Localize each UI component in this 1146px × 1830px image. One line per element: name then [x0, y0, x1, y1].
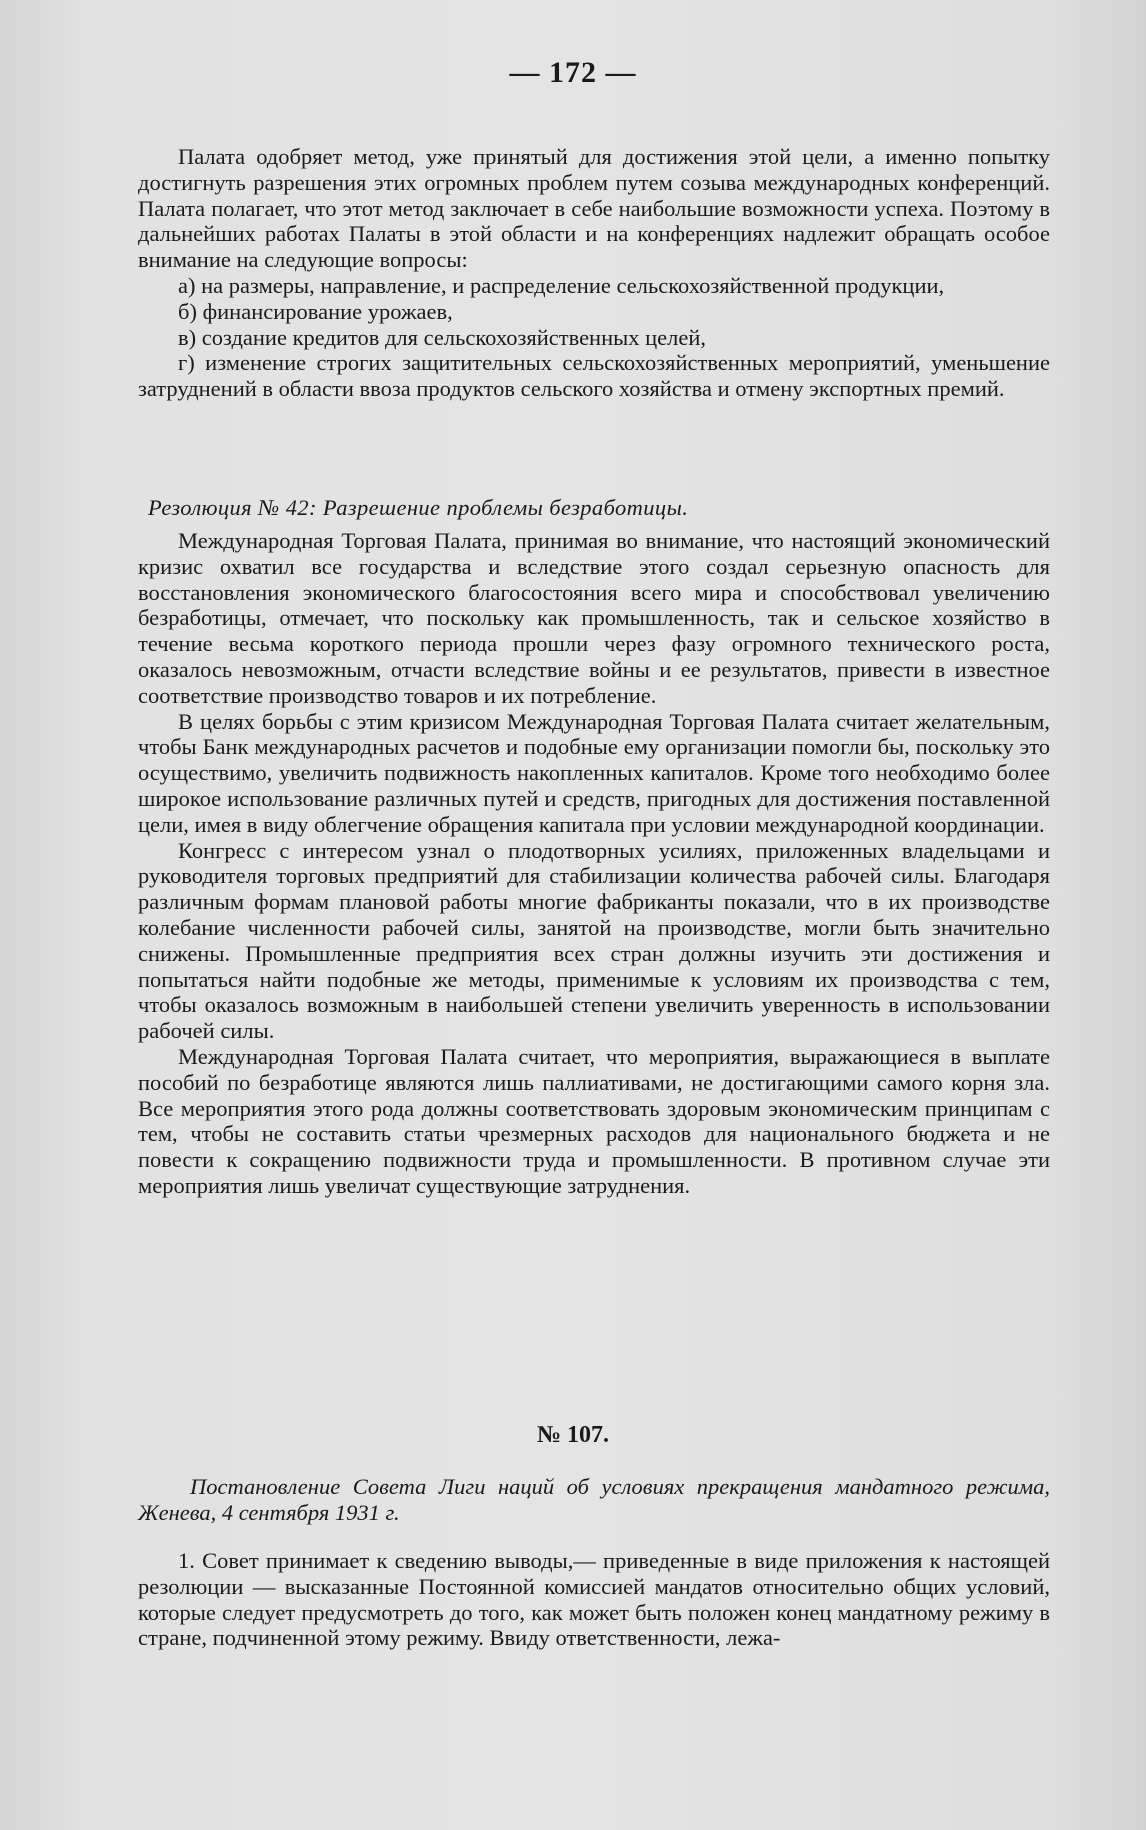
document-body [138, 1548, 1050, 1651]
document-title: Постановление Совета Лиги наций об условиях прекращения мандатного режима, Женева, 4 сентября 1931 г. [138, 1474, 1050, 1525]
section-agriculture [138, 144, 1050, 402]
paragraph: В целях борьбы с этим кризисом Международная Торговая Палата считает желательным, чтобы Банк международных расчетов и подобные ему организации помогли бы, поскольку это осуществимо, увеличить подвижность накопленных капиталов. Кроме того необходимо более широкое использование различных путей и средств, пригодных для достижения поставленной цели, имея в виду облегчение обращения капитала при условии международной координации. [138, 708, 1050, 837]
paragraph: Международная Торговая Палата считает, что мероприятия, выражающиеся в выплате пособий по безработице являются лишь паллиативами, не достигающими самого корня зла. Все мероприятия этого рода должны соответствовать здоровым экономическим принципам с тем, чтобы не составить статьи чрезмерных расходов для национального бюджета и не повести к сокращению подвижности труда и промышленности. В противном случае эти мероприятия лишь увеличат существующие затруднения. [138, 1043, 1050, 1198]
paragraph: 1. Совет принимает к сведению выводы,— приведенные в виде приложения к настоящей резолюции — высказанные Постоянной комиссией мандатов относительно общих условий, которые следует предусмотреть до того, как может быть положен конец мандатному режиму в стране, подчиненной этому режиму. Ввиду ответственности, лежа- [138, 1548, 1050, 1651]
resolution-42-body [138, 528, 1050, 1199]
list-item-g: г) изменение строгих защитительных сельскохозяйственных мероприятий, уменьшение затруднений в области ввоза продуктов сельского хозяйства и отмену экспортных премий. [138, 350, 1050, 402]
paragraph: Конгресс с интересом узнал о плодотворных усилиях, приложенных владельцами и руководителя торговых предприятий для стабилизации количества рабочей силы. Благодаря различным формам плановой работы многие фабриканты показали, что в их производстве колебание численности рабочей силы, занятой на производстве, могли быть значительно снижены. Промышленные предприятия всех стран должны изучить эти достижения и попытаться найти подобные же методы, применимые к условиям их производства с тем, чтобы оказалось возможным в наибольшей степени увеличить уверенность в использовании рабочей силы. [138, 837, 1050, 1044]
page-number: — 172 — [509, 56, 637, 89]
resolution-42-title: Резолюция № 42: Разрешение проблемы безработицы. [148, 495, 689, 520]
document-number: № 107. [536, 1422, 610, 1448]
list-item-b: б) финансирование урожаев, [178, 298, 453, 324]
paragraph: Международная Торговая Палата, принимая во внимание, что настоящий экономический кризис охватил все государства и вследствие этого создал серьезную опасность для восстановления экономического благосостояния всего мира и способствовал увеличению безработицы, отмечает, что поскольку как промышленность, так и сельское хозяйство в течение весьма короткого периода прошли через фазу огромного технического роста, оказалось невозможным, отчасти вследствие войны и ее результатов, привести в известное соответствие производство товаров и их потребление. [138, 528, 1050, 708]
paragraph: Палата одобряет метод, уже принятый для достижения этой цели, а именно попытку достигнуть разрешения этих огромных проблем путем созыва международных конференций. Палата полагает, что этот метод заключает в себе наибольшие возможности успеха. Поэтому в дальнейших работах Палаты в этой области и на конференциях надлежит обращать особое внимание на следующие вопросы: [138, 144, 1050, 273]
list-item-a: а) на размеры, направление, и распределение сельскохозяйственной продукции, [178, 272, 945, 298]
list-item-v: в) создание кредитов для сельскохозяйственных целей, [178, 324, 707, 350]
